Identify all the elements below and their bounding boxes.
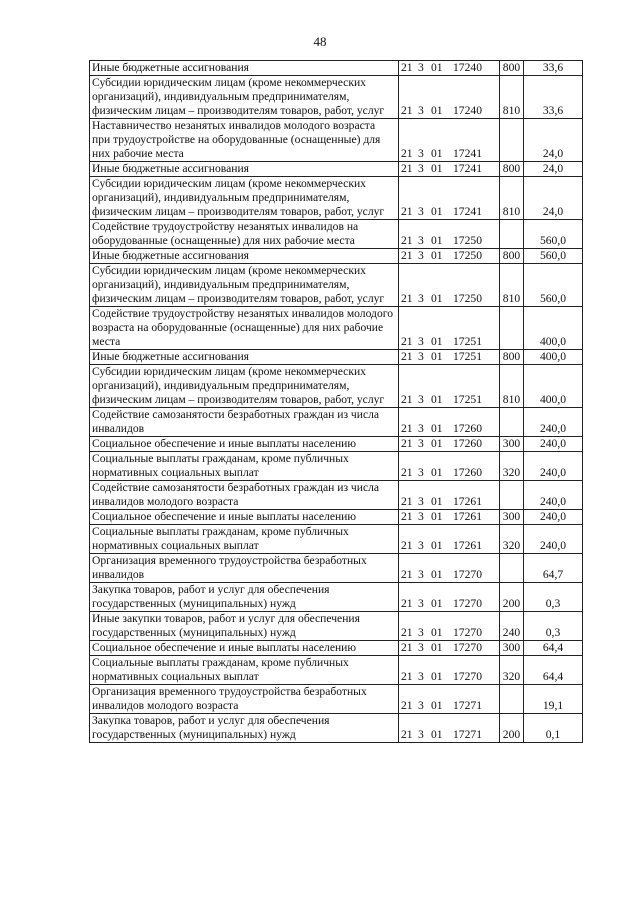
code-part: 01 (431, 234, 443, 247)
amount-cell: 560,0 (524, 264, 583, 307)
code-part: 01 (431, 147, 443, 160)
expense-type-cell: 800 (500, 162, 524, 177)
expense-type-cell: 810 (500, 76, 524, 119)
code-part: 17270 (453, 641, 482, 654)
code-part: 3 (418, 437, 424, 450)
code-part: 21 (401, 670, 413, 683)
code-part: 21 (401, 641, 413, 654)
target-article-code-cell (399, 408, 500, 437)
code-part: 21 (401, 626, 413, 639)
expense-type-cell: 810 (500, 365, 524, 408)
code-part: 17241 (453, 162, 482, 175)
code-part: 17250 (453, 249, 482, 262)
table-row (90, 452, 583, 481)
code-part: 17240 (453, 61, 482, 74)
item-name-cell: Содействие трудоустройству незанятых инвалидов на оборудованные (оснащенные) для них рабочие места (90, 220, 399, 249)
code-part: 17261 (453, 539, 482, 552)
target-article-code-cell (399, 714, 500, 743)
code-part: 17251 (453, 335, 482, 348)
amount-cell: 19,1 (524, 685, 583, 714)
expense-type-cell: 810 (500, 177, 524, 220)
code-part: 3 (418, 510, 424, 523)
code-part: 3 (418, 393, 424, 406)
item-name-cell: Иные бюджетные ассигнования (90, 350, 399, 365)
code-part: 21 (401, 350, 413, 363)
code-part: 3 (418, 626, 424, 639)
expense-type-cell: 320 (500, 525, 524, 554)
code-part: 01 (431, 393, 443, 406)
item-name-cell: Субсидии юридическим лицам (кроме некоммерческих организаций), индивидуальным предпринимателям, физическим лицам – производителям товаров, работ, услуг (90, 76, 399, 119)
amount-cell: 560,0 (524, 220, 583, 249)
code-part: 01 (431, 104, 443, 117)
code-part: 21 (401, 147, 413, 160)
amount-cell: 0,3 (524, 583, 583, 612)
expense-type-cell: 320 (500, 656, 524, 685)
item-name-cell: Субсидии юридическим лицам (кроме некоммерческих организаций), индивидуальным предпринимателям, физическим лицам – производителям товаров, работ, услуг (90, 177, 399, 220)
code-part: 17250 (453, 292, 482, 305)
code-part: 21 (401, 466, 413, 479)
table-row (90, 249, 583, 264)
item-name-cell: Организация временного трудоустройства безработных инвалидов молодого возраста (90, 685, 399, 714)
item-name-cell: Социальное обеспечение и иные выплаты населению (90, 641, 399, 656)
code-part: 3 (418, 147, 424, 160)
target-article-code-cell (399, 264, 500, 307)
code-part: 01 (431, 205, 443, 218)
amount-cell: 64,4 (524, 641, 583, 656)
item-name-cell: Социальное обеспечение и иные выплаты населению (90, 510, 399, 525)
code-part: 01 (431, 568, 443, 581)
expense-type-cell (500, 685, 524, 714)
amount-cell: 24,0 (524, 177, 583, 220)
item-name-cell: Иные бюджетные ассигнования (90, 162, 399, 177)
code-part: 21 (401, 495, 413, 508)
item-name-cell: Социальные выплаты гражданам, кроме публичных нормативных социальных выплат (90, 525, 399, 554)
target-article-code-cell (399, 437, 500, 452)
budget-table-body (90, 61, 583, 743)
code-part: 01 (431, 162, 443, 175)
target-article-code-cell (399, 452, 500, 481)
table-row (90, 119, 583, 162)
item-name-cell: Закупка товаров, работ и услуг для обеспечения государственных (муниципальных) нужд (90, 714, 399, 743)
code-part: 21 (401, 249, 413, 262)
amount-cell: 240,0 (524, 481, 583, 510)
amount-cell: 24,0 (524, 119, 583, 162)
expense-type-cell: 240 (500, 612, 524, 641)
table-row (90, 612, 583, 641)
target-article-code-cell (399, 641, 500, 656)
code-part: 01 (431, 699, 443, 712)
table-row (90, 656, 583, 685)
code-part: 17270 (453, 597, 482, 610)
expense-type-cell: 300 (500, 510, 524, 525)
target-article-code-cell (399, 685, 500, 714)
table-row (90, 408, 583, 437)
item-name-cell: Социальные выплаты гражданам, кроме публичных нормативных социальных выплат (90, 452, 399, 481)
code-part: 17271 (453, 728, 482, 741)
code-part: 01 (431, 422, 443, 435)
table-row (90, 220, 583, 249)
code-part: 01 (431, 626, 443, 639)
budget-table (89, 60, 583, 743)
code-part: 21 (401, 335, 413, 348)
code-part: 01 (431, 466, 443, 479)
target-article-code-cell (399, 481, 500, 510)
item-name-cell: Организация временного трудоустройства безработных инвалидов (90, 554, 399, 583)
amount-cell: 33,6 (524, 61, 583, 76)
target-article-code-cell (399, 525, 500, 554)
amount-cell: 0,1 (524, 714, 583, 743)
code-part: 21 (401, 205, 413, 218)
code-part: 17240 (453, 104, 482, 117)
amount-cell: 400,0 (524, 365, 583, 408)
table-row (90, 641, 583, 656)
target-article-code-cell (399, 119, 500, 162)
code-part: 01 (431, 495, 443, 508)
code-part: 17251 (453, 393, 482, 406)
code-part: 21 (401, 104, 413, 117)
code-part: 01 (431, 641, 443, 654)
item-name-cell: Иные закупки товаров, работ и услуг для обеспечения государственных (муниципальных) нужд (90, 612, 399, 641)
amount-cell: 240,0 (524, 408, 583, 437)
expense-type-cell: 800 (500, 249, 524, 264)
expense-type-cell: 320 (500, 452, 524, 481)
table-row (90, 583, 583, 612)
code-part: 17241 (453, 205, 482, 218)
table-row (90, 525, 583, 554)
expense-type-cell (500, 408, 524, 437)
item-name-cell: Иные бюджетные ассигнования (90, 249, 399, 264)
expense-type-cell: 200 (500, 714, 524, 743)
table-row (90, 162, 583, 177)
code-part: 3 (418, 249, 424, 262)
item-name-cell: Социальные выплаты гражданам, кроме публичных нормативных социальных выплат (90, 656, 399, 685)
code-part: 3 (418, 597, 424, 610)
table-row (90, 365, 583, 408)
code-part: 21 (401, 597, 413, 610)
table-row (90, 264, 583, 307)
code-part: 01 (431, 670, 443, 683)
code-part: 21 (401, 61, 413, 74)
code-part: 01 (431, 539, 443, 552)
amount-cell: 400,0 (524, 350, 583, 365)
item-name-cell: Наставничество незанятых инвалидов молодого возраста при трудоустройстве на оборудованные (оснащенные) для них рабочие места (90, 119, 399, 162)
expense-type-cell: 800 (500, 350, 524, 365)
code-part: 3 (418, 350, 424, 363)
code-part: 3 (418, 641, 424, 654)
code-part: 21 (401, 393, 413, 406)
expense-type-cell: 800 (500, 61, 524, 76)
amount-cell: 24,0 (524, 162, 583, 177)
code-part: 01 (431, 510, 443, 523)
amount-cell: 64,7 (524, 554, 583, 583)
code-part: 17270 (453, 568, 482, 581)
code-part: 17261 (453, 495, 482, 508)
table-row (90, 307, 583, 350)
amount-cell: 240,0 (524, 437, 583, 452)
target-article-code-cell (399, 612, 500, 641)
target-article-code-cell (399, 61, 500, 76)
code-part: 17270 (453, 626, 482, 639)
target-article-code-cell (399, 162, 500, 177)
code-part: 21 (401, 539, 413, 552)
target-article-code-cell (399, 510, 500, 525)
table-row (90, 350, 583, 365)
code-part: 3 (418, 104, 424, 117)
table-row (90, 714, 583, 743)
expense-type-cell (500, 119, 524, 162)
expense-type-cell (500, 220, 524, 249)
amount-cell: 240,0 (524, 510, 583, 525)
code-part: 3 (418, 495, 424, 508)
code-part: 17271 (453, 699, 482, 712)
page-number: 48 (313, 34, 327, 49)
target-article-code-cell (399, 249, 500, 264)
code-part: 3 (418, 335, 424, 348)
code-part: 3 (418, 422, 424, 435)
code-part: 3 (418, 205, 424, 218)
code-part: 21 (401, 728, 413, 741)
expense-type-cell: 810 (500, 264, 524, 307)
code-part: 21 (401, 510, 413, 523)
amount-cell: 400,0 (524, 307, 583, 350)
code-part: 3 (418, 466, 424, 479)
table-row (90, 510, 583, 525)
table-row (90, 481, 583, 510)
table-row (90, 76, 583, 119)
code-part: 01 (431, 292, 443, 305)
code-part: 17260 (453, 422, 482, 435)
code-part: 21 (401, 292, 413, 305)
code-part: 17260 (453, 466, 482, 479)
code-part: 01 (431, 61, 443, 74)
code-part: 21 (401, 568, 413, 581)
code-part: 21 (401, 234, 413, 247)
amount-cell: 0,3 (524, 612, 583, 641)
expense-type-cell: 300 (500, 641, 524, 656)
item-name-cell: Содействие самозанятости безработных граждан из числа инвалидов (90, 408, 399, 437)
code-part: 21 (401, 437, 413, 450)
code-part: 01 (431, 335, 443, 348)
code-part: 3 (418, 292, 424, 305)
item-name-cell: Иные бюджетные ассигнования (90, 61, 399, 76)
code-part: 21 (401, 162, 413, 175)
target-article-code-cell (399, 350, 500, 365)
table-row (90, 437, 583, 452)
amount-cell: 33,6 (524, 76, 583, 119)
target-article-code-cell (399, 554, 500, 583)
expense-type-cell (500, 481, 524, 510)
code-part: 01 (431, 249, 443, 262)
target-article-code-cell (399, 307, 500, 350)
code-part: 3 (418, 568, 424, 581)
code-part: 3 (418, 539, 424, 552)
code-part: 01 (431, 437, 443, 450)
table-row (90, 61, 583, 76)
code-part: 3 (418, 728, 424, 741)
item-name-cell: Субсидии юридическим лицам (кроме некоммерческих организаций), индивидуальным предпринимателям, физическим лицам – производителям товаров, работ, услуг (90, 264, 399, 307)
code-part: 21 (401, 422, 413, 435)
code-part: 01 (431, 350, 443, 363)
item-name-cell: Субсидии юридическим лицам (кроме некоммерческих организаций), индивидуальным предпринимателям, физическим лицам – производителям товаров, работ, услуг (90, 365, 399, 408)
code-part: 01 (431, 597, 443, 610)
code-part: 3 (418, 234, 424, 247)
code-part: 17250 (453, 234, 482, 247)
amount-cell: 560,0 (524, 249, 583, 264)
item-name-cell: Содействие самозанятости безработных граждан из числа инвалидов молодого возраста (90, 481, 399, 510)
amount-cell: 240,0 (524, 525, 583, 554)
amount-cell: 240,0 (524, 452, 583, 481)
code-part: 3 (418, 699, 424, 712)
code-part: 17241 (453, 147, 482, 160)
code-part: 17251 (453, 350, 482, 363)
target-article-code-cell (399, 220, 500, 249)
code-part: 21 (401, 699, 413, 712)
target-article-code-cell (399, 656, 500, 685)
target-article-code-cell (399, 177, 500, 220)
code-part: 17260 (453, 437, 482, 450)
code-part: 3 (418, 61, 424, 74)
target-article-code-cell (399, 583, 500, 612)
item-name-cell: Закупка товаров, работ и услуг для обеспечения государственных (муниципальных) нужд (90, 583, 399, 612)
target-article-code-cell (399, 365, 500, 408)
item-name-cell: Содействие трудоустройству незанятых инвалидов молодого возраста на оборудованные (оснащенные) для них рабочие места (90, 307, 399, 350)
table-row (90, 685, 583, 714)
expense-type-cell: 300 (500, 437, 524, 452)
expense-type-cell (500, 554, 524, 583)
code-part: 3 (418, 670, 424, 683)
code-part: 01 (431, 728, 443, 741)
table-row (90, 554, 583, 583)
code-part: 17261 (453, 510, 482, 523)
item-name-cell: Социальное обеспечение и иные выплаты населению (90, 437, 399, 452)
target-article-code-cell (399, 76, 500, 119)
amount-cell: 64,4 (524, 656, 583, 685)
expense-type-cell (500, 307, 524, 350)
code-part: 17270 (453, 670, 482, 683)
table-row (90, 177, 583, 220)
code-part: 3 (418, 162, 424, 175)
expense-type-cell: 200 (500, 583, 524, 612)
